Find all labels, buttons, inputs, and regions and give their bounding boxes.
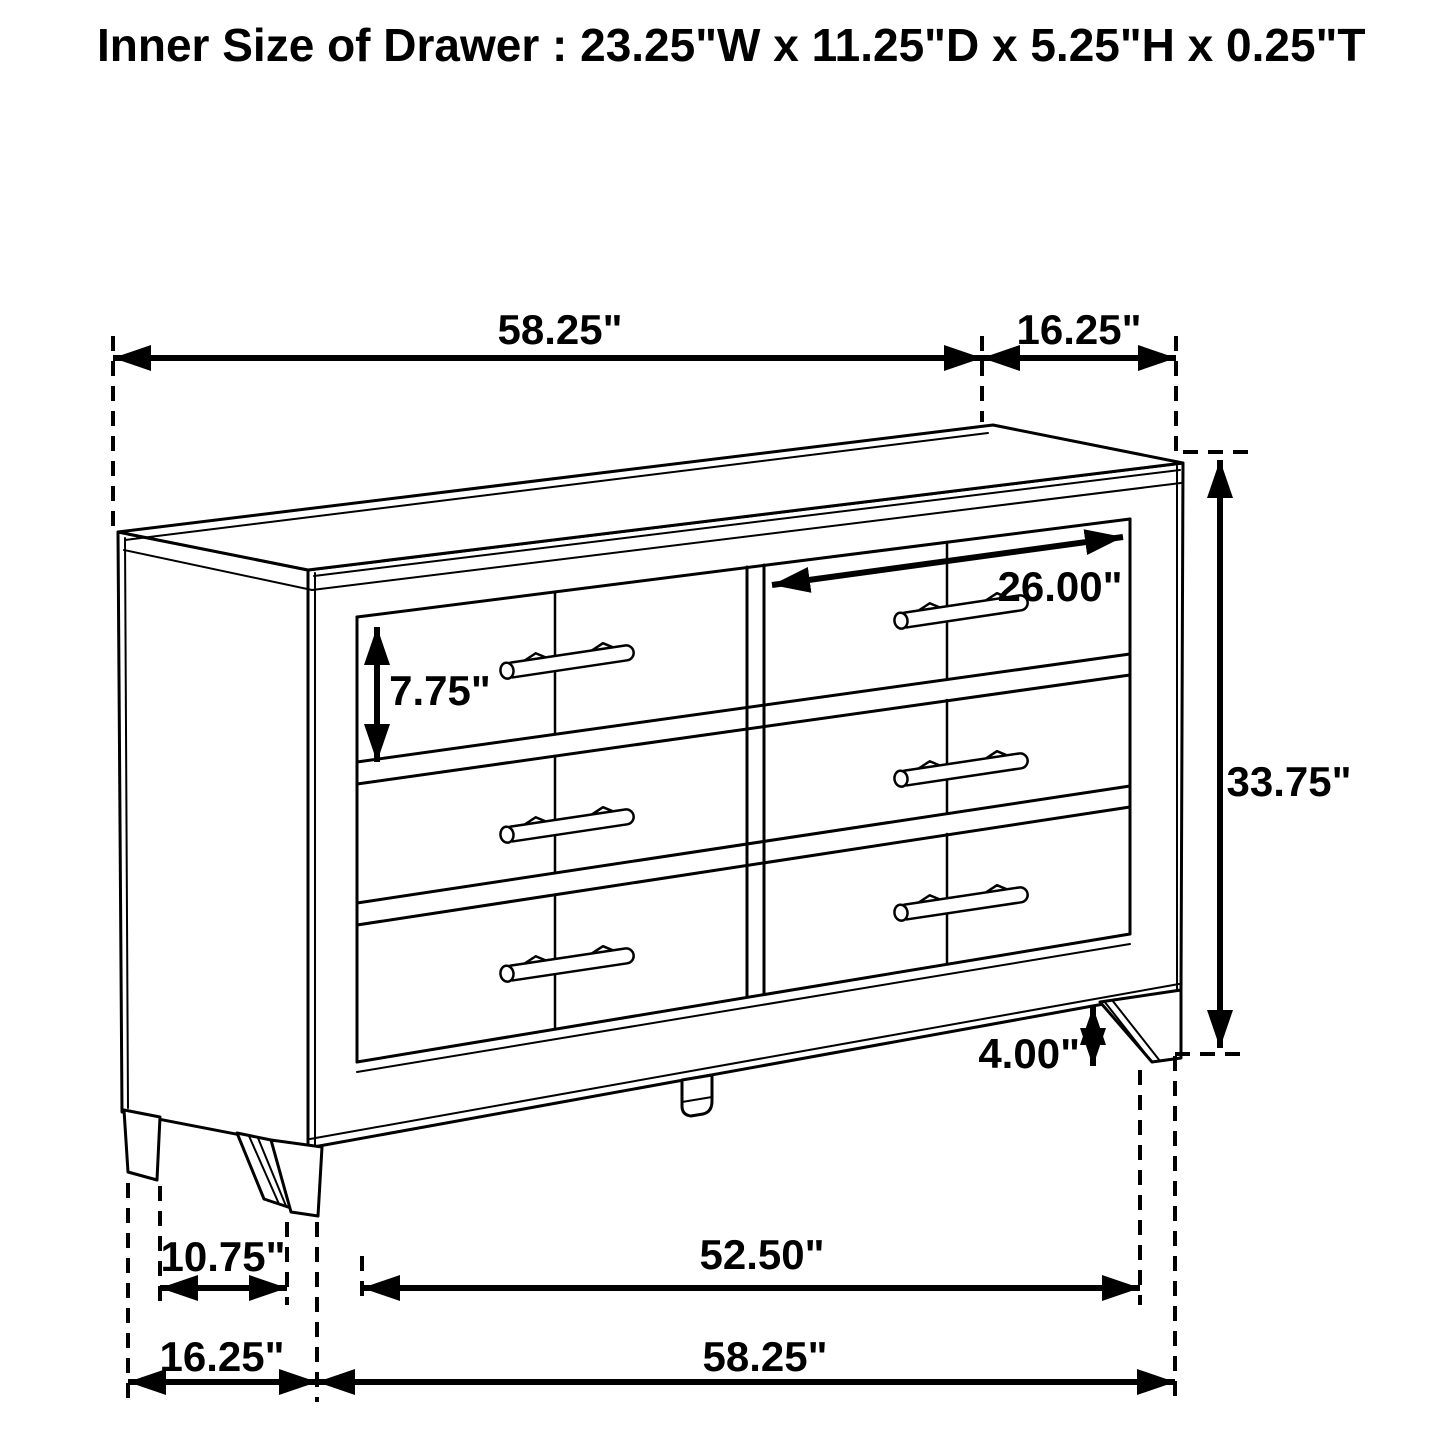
base-width-label: 58.25": [702, 1333, 828, 1380]
center-glide: [682, 1075, 712, 1116]
drawer-height-label: 7.75": [389, 667, 491, 714]
back-leg-spacing-label: 10.75": [160, 1233, 286, 1280]
diagram-title: Inner Size of Drawer : 23.25"W x 11.25"D x 5.25"H x 0.25"T: [97, 19, 1366, 71]
left-side-panel: [118, 532, 308, 1148]
top-depth-label: 16.25": [1016, 306, 1142, 353]
overall-height-label: 33.75": [1226, 758, 1352, 805]
back-left-leg: [124, 1110, 160, 1180]
drawer-width-label: 26.00": [997, 563, 1123, 610]
base-depth-label: 16.25": [159, 1333, 285, 1380]
leg-height-label: 4.00": [978, 1030, 1080, 1077]
top-width-label: 58.25": [497, 306, 623, 353]
front-leg-span-label: 52.50": [699, 1231, 825, 1278]
